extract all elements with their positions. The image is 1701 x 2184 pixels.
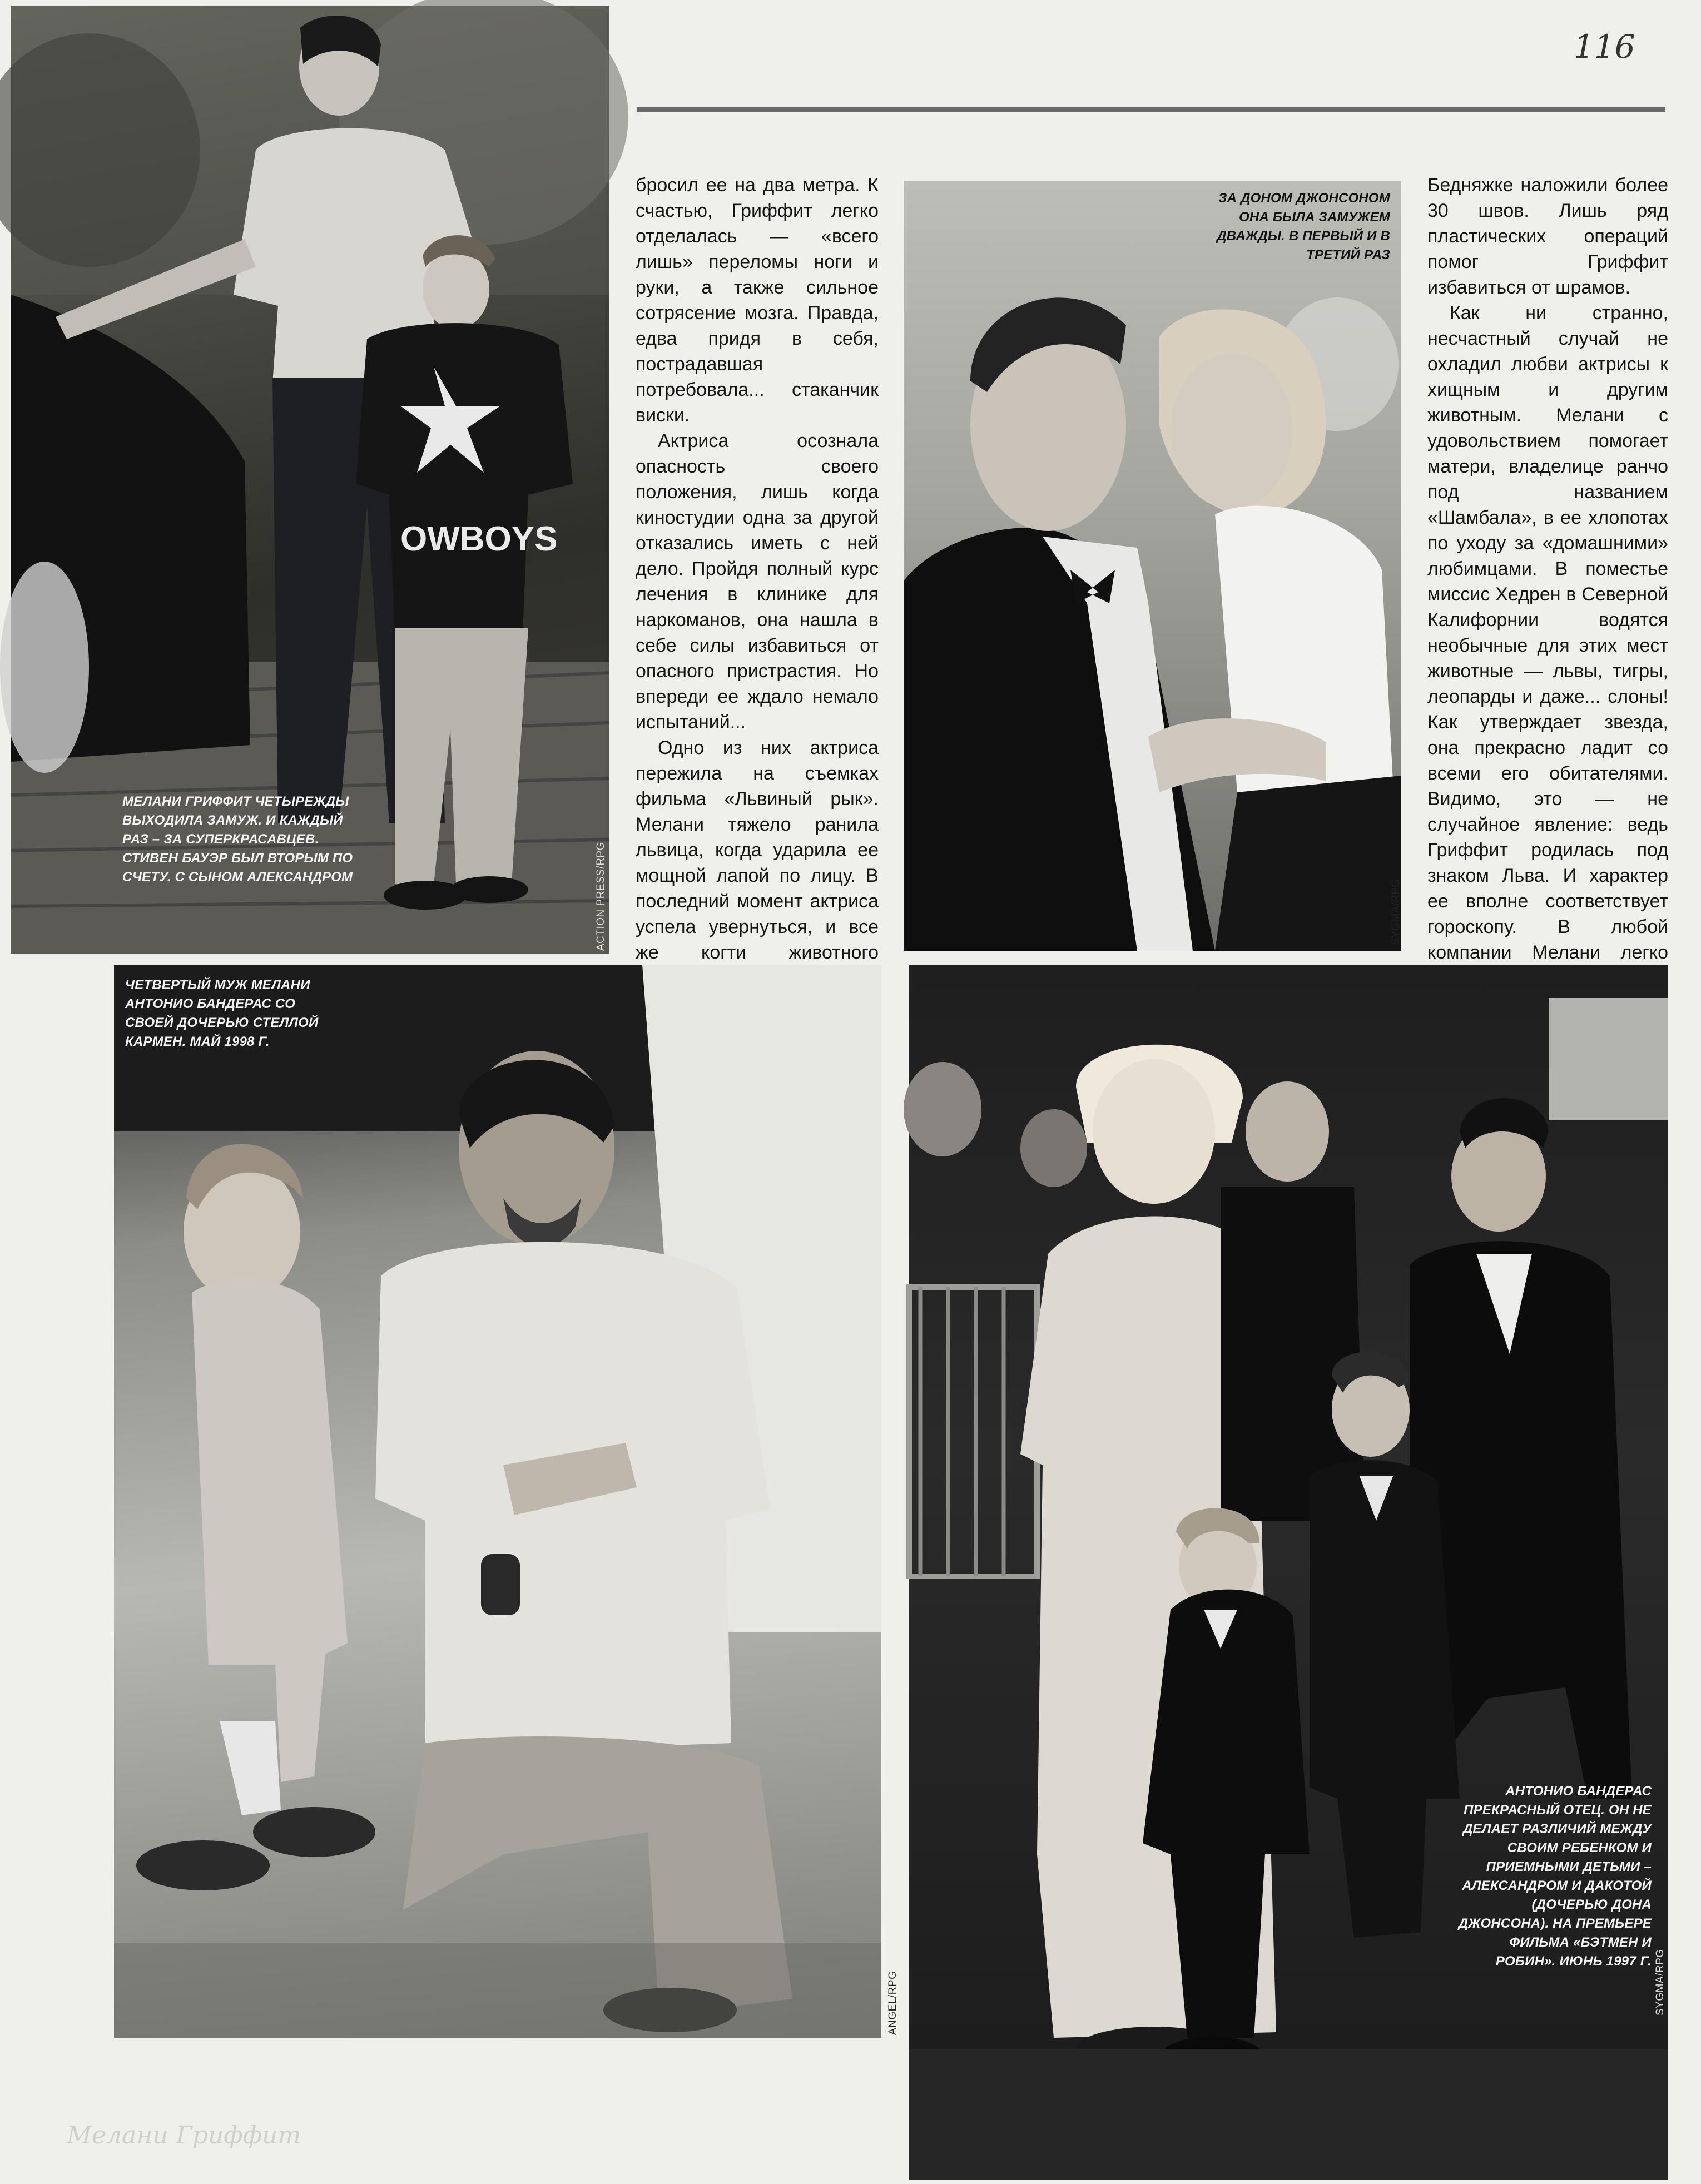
paragraph: Актриса осознала опасность своего положения, лишь когда киностудии одна за другой отказались иметь с ней дело. Пройдя полный курс лечения в клинике для наркоманов, она нашла в себе силы избавиться от опасного пристрастия. Но впереди ее ждало немало испытаний... [636, 430, 879, 733]
photo-banderas-stella [114, 965, 899, 2038]
caption-banderas-stella: ЧЕТВЕРТЫЙ МУЖ МЕЛАНИ АНТОНИО БАНДЕРАС СО СВОЕЙ ДОЧЕРЬЮ СТЕЛЛОЙ КАРМЕН. МАЙ 1998 Г. [125, 977, 319, 1049]
footer-scrawl: Мелани Гриффит [67, 2121, 301, 2150]
caption-griffith-bauer: МЕЛАНИ ГРИФФИТ ЧЕТЫРЕЖДЫ ВЫХОДИЛА ЗАМУЖ. И КАЖДЫЙ РАЗ – ЗА СУПЕРКРАСАВЦЕВ. СТИВЕН БАУЭР БЫЛ ВТОРЫМ ПО СЧЕТУ. С СЫНОМ АЛЕКСАНДРОМ [122, 794, 353, 885]
shirt-text: OWBOYS [400, 520, 558, 558]
photo-don-johnson [904, 181, 1401, 951]
header-rule [637, 107, 1665, 112]
credit-don-johnson: SYGMA/RPG [1390, 878, 1402, 945]
photo-banderas-stella-image [114, 965, 881, 2038]
article-column-1 [636, 172, 879, 991]
credit-griffith-bauer: ACTION PRESS/RPG [595, 842, 607, 951]
photo-premiere [909, 965, 1668, 2180]
article-column-2 [1427, 172, 1668, 1016]
paragraph: Бедняжке наложили более 30 швов. Лишь ряд пластических операций помог Гриффит избавиться от шрамов. [1427, 175, 1668, 298]
credit-banderas-stella: ANGEL/RPG [887, 1970, 899, 2035]
paragraph: бросил ее на два метра. К счастью, Гриффит легко отделалась — «всего лишь» переломы ноги и руки, а также сильное сотрясение мозга. Правда, едва придя в себя, пострадавшая потребовала... стаканчик виски. [636, 175, 879, 426]
caption-don-johnson: ЗА ДОНОМ ДЖОНСОНОМ ОНА БЫЛА ЗАМУЖЕМ ДВАЖДЫ. В ПЕРВЫЙ И В ТРЕТИЙ РАЗ [1217, 191, 1390, 262]
photo-griffith-bauer [11, 6, 609, 954]
photo-don-johnson-image [904, 181, 1401, 951]
paragraph: Одно из них актриса пережила на съемках фильма «Львиный рык». Мелани тяжело ранила львица, когда ударила ее мощной лапой по лицу. В последний момент актриса успела увернуться, и все же когти животного [636, 737, 879, 963]
page-number: 116 [1574, 28, 1635, 66]
credit-premiere: SYGMA/RPG [1654, 1949, 1666, 2016]
caption-premiere: АНТОНИО БАНДЕРАС ПРЕКРАСНЫЙ ОТЕЦ. ОН НЕ ДЕЛАЕТ РАЗЛИЧИЙ МЕЖДУ СВОИМ РЕБЕНКОМ И ПРИЕМНЫМИ ДЕТЬМИ – АЛЕКСАНДРОМ И ДАКОТОЙ (ДОЧЕРЬЮ ДОНА ДЖОНСОНА). НА ПРЕМЬЕРЕ ФИЛЬМА «БЭТМЕН И РОБИН». ИЮНЬ 1997 Г. [1458, 1784, 1652, 1969]
paragraph: Как ни странно, несчастный случай не охладил любви актрисы к хищным и другим животным. Мелани с удовольствием помогает матери, владелице ранчо под названием «Шамбала», в ее хлопотах по уходу за «домашними» любимцами. В поместье миссис Хедрен в Северной Калифорнии водятся необычные для этих мест животные — львы, тигры, леопарды и даже... слоны! Как утверждает звезда, она прекрасно ладит со всеми его обитателями. Видимо, это — не случайное явление: ведь Гриффит родилась под знаком Льва. И характер ее вполне соответствует гороскопу. В любой компании Мелани легко [1427, 302, 1668, 963]
photo-premiere-image [909, 965, 1668, 2180]
